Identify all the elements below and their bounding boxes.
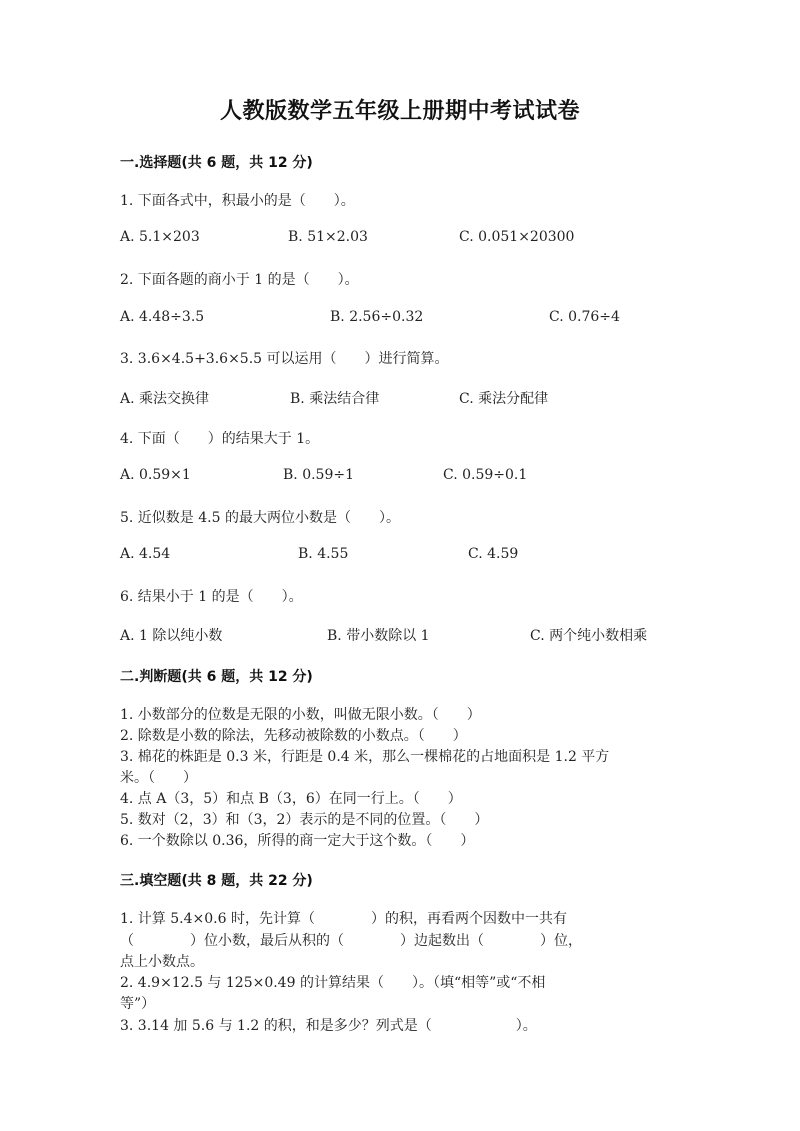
- judgment-line: 1. 小数部分的位数是无限的小数，叫做无限小数。（ ）: [120, 707, 481, 723]
- fill-line: 3. 3.14 加 5.6 与 1.2 的积，和是多少？列式是（ ）。: [120, 1018, 537, 1034]
- fill-line: 点上小数点。: [120, 954, 204, 970]
- question-1: 1. 下面各式中，积最小的是（ ）。: [120, 193, 355, 209]
- section-heading-fill: 三.填空题(共 8 题，共 22 分): [120, 873, 313, 889]
- option-c: C. 两个纯小数相乘: [530, 628, 648, 644]
- fill-line: （ ）位小数，最后从积的（ ）边起数出（ ）位，: [120, 933, 582, 949]
- question-5: 5. 近似数是 4.5 的最大两位小数是（ ）。: [120, 510, 400, 526]
- option-b: B. 4.55: [298, 546, 349, 562]
- fill-line: 1. 计算 5.4×0.6 时，先计算（ ）的积，再看两个因数中一共有: [120, 911, 567, 927]
- judgment-line: 6. 一个数除以 0.36，所得的商一定大于这个数。（ ）: [120, 833, 475, 849]
- option-a: A. 4.54: [120, 546, 171, 562]
- option-c: C. 0.59÷0.1: [443, 467, 528, 483]
- option-a: A. 4.48÷3.5: [120, 309, 205, 325]
- question-4: 4. 下面（ ）的结果大于 1。: [120, 431, 320, 447]
- section-heading-choice: 一.选择题(共 6 题，共 12 分): [120, 155, 313, 171]
- fill-line: 2. 4.9×12.5 与 125×0.49 的计算结果（ ）。（填“相等”或“不相: [120, 975, 546, 991]
- option-b: B. 0.59÷1: [283, 467, 354, 483]
- question-2: 2. 下面各题的商小于 1 的是（ ）。: [120, 272, 359, 288]
- option-c: C. 0.76÷4: [549, 309, 620, 325]
- judgment-line: 4. 点 A（3，5）和点 B（3，6）在同一行上。（ ）: [120, 791, 462, 807]
- option-b: B. 2.56÷0.32: [330, 309, 424, 325]
- option-a: A. 0.59×1: [120, 467, 191, 483]
- question-6: 6. 结果小于 1 的是（ ）。: [120, 589, 303, 605]
- page-title: 人教版数学五年级上册期中考试试卷: [219, 99, 580, 124]
- fill-line: 等”）: [120, 996, 156, 1012]
- option-c: C. 4.59: [468, 546, 519, 562]
- option-b: B. 乘法结合律: [290, 391, 380, 407]
- option-b: B. 51×2.03: [288, 229, 368, 245]
- option-c: C. 0.051×20300: [459, 229, 575, 245]
- judgment-line: 米。（ ）: [120, 770, 197, 786]
- option-a: A. 1 除以纯小数: [120, 628, 223, 644]
- option-a: A. 5.1×203: [120, 229, 200, 245]
- option-b: B. 带小数除以 1: [327, 628, 430, 644]
- section-heading-judgment: 二.判断题(共 6 题，共 12 分): [120, 669, 313, 685]
- question-3: 3. 3.6×4.5+3.6×5.5 可以运用（ ）进行简算。: [120, 351, 449, 367]
- judgment-line: 3. 棉花的株距是 0.3 米，行距是 0.4 米，那么一棵棉花的占地面积是 1.2 平方: [120, 749, 610, 765]
- judgment-line: 2. 除数是小数的除法，先移动被除数的小数点。（ ）: [120, 728, 467, 744]
- option-c: C. 乘法分配律: [459, 391, 549, 407]
- option-a: A. 乘法交换律: [120, 391, 210, 407]
- judgment-line: 5. 数对（2，3）和（3，2）表示的是不同的位置。（ ）: [120, 812, 489, 828]
